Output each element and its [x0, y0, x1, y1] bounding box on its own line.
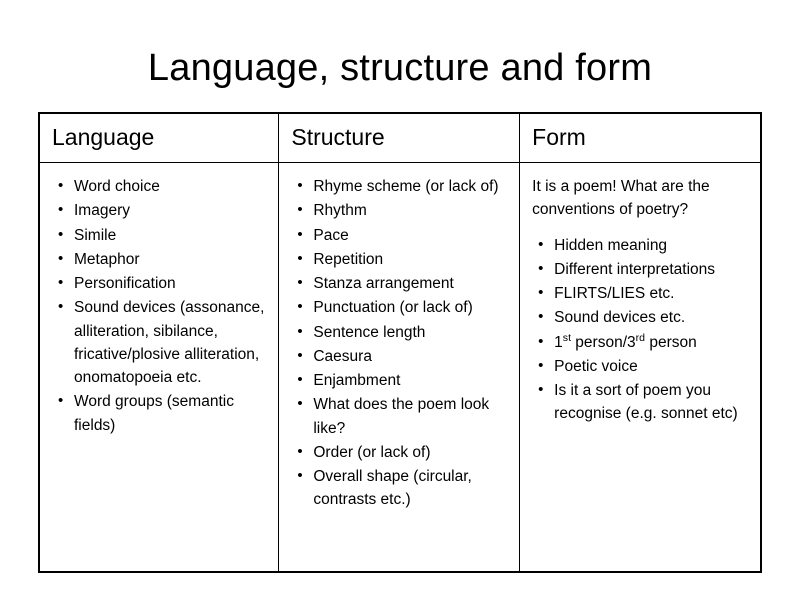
list-item: • Personification: [52, 272, 268, 295]
table-body-cell-language: [40, 163, 279, 572]
column-header-structure: Structure: [291, 123, 385, 150]
language-content: [40, 163, 278, 571]
list-item: • Simile: [52, 224, 268, 247]
structure-content: [279, 163, 519, 571]
table-body-cell-structure: [279, 163, 520, 572]
table-body-cell-form: [520, 163, 761, 572]
structure-list: [291, 175, 509, 512]
table-body-row: [40, 163, 761, 572]
list-item: • Pace: [291, 224, 509, 247]
ordinal-suffix-st: st: [562, 331, 571, 344]
list-item: • Stanza arrangement: [291, 272, 509, 295]
column-header-language: Language: [52, 123, 155, 150]
list-item-person: • 1st person/3rd person: [532, 331, 750, 354]
table-header-cell-structure: [279, 113, 520, 162]
list-item: • Different interpretations: [532, 258, 750, 281]
comparison-table: [38, 112, 762, 573]
list-item: • What does the poem look like?: [291, 393, 509, 440]
list-item: • Rhyme scheme (or lack of): [291, 175, 509, 198]
list-item: • Order (or lack of): [291, 441, 509, 464]
form-intro-text: It is a poem! What are the conventions of poetry?: [532, 178, 710, 219]
table-header-cell-language: [40, 113, 279, 162]
list-item: • Rhythm: [291, 199, 509, 222]
list-item: • Is it a sort of poem you recognise (e.g. sonnet etc): [532, 379, 750, 426]
table-header-row: [40, 113, 761, 162]
ordinal-suffix-rd: rd: [635, 331, 646, 344]
list-item: • Sound devices etc.: [532, 306, 750, 329]
list-item: • Caesura: [291, 345, 509, 368]
column-header-form: Form: [532, 123, 586, 150]
list-item: • Hidden meaning: [532, 234, 750, 257]
list-item: • Repetition: [291, 248, 509, 271]
form-list: [532, 234, 750, 426]
list-item: • Overall shape (circular, contrasts etc.): [291, 465, 509, 512]
language-list: [52, 175, 268, 437]
list-item: • Imagery: [52, 199, 268, 222]
list-item: • Word choice: [52, 175, 268, 198]
table-header-cell-form: [520, 113, 761, 162]
page-title: Language, structure and form: [147, 47, 653, 89]
list-item: • Metaphor: [52, 248, 268, 271]
list-item: • FLIRTS/LIES etc.: [532, 282, 750, 305]
form-content: [520, 163, 760, 571]
list-item: • Sound devices (assonance, alliteration, sibilance, fricative/plosive alliteration, onomatopoeia etc.: [52, 296, 268, 389]
list-item: • Word groups (semantic fields): [52, 390, 268, 437]
list-item: • Sentence length: [291, 321, 509, 344]
list-item: • Enjambment: [291, 369, 509, 392]
list-item: • Punctuation (or lack of): [291, 296, 509, 319]
list-item: • Poetic voice: [532, 355, 750, 378]
